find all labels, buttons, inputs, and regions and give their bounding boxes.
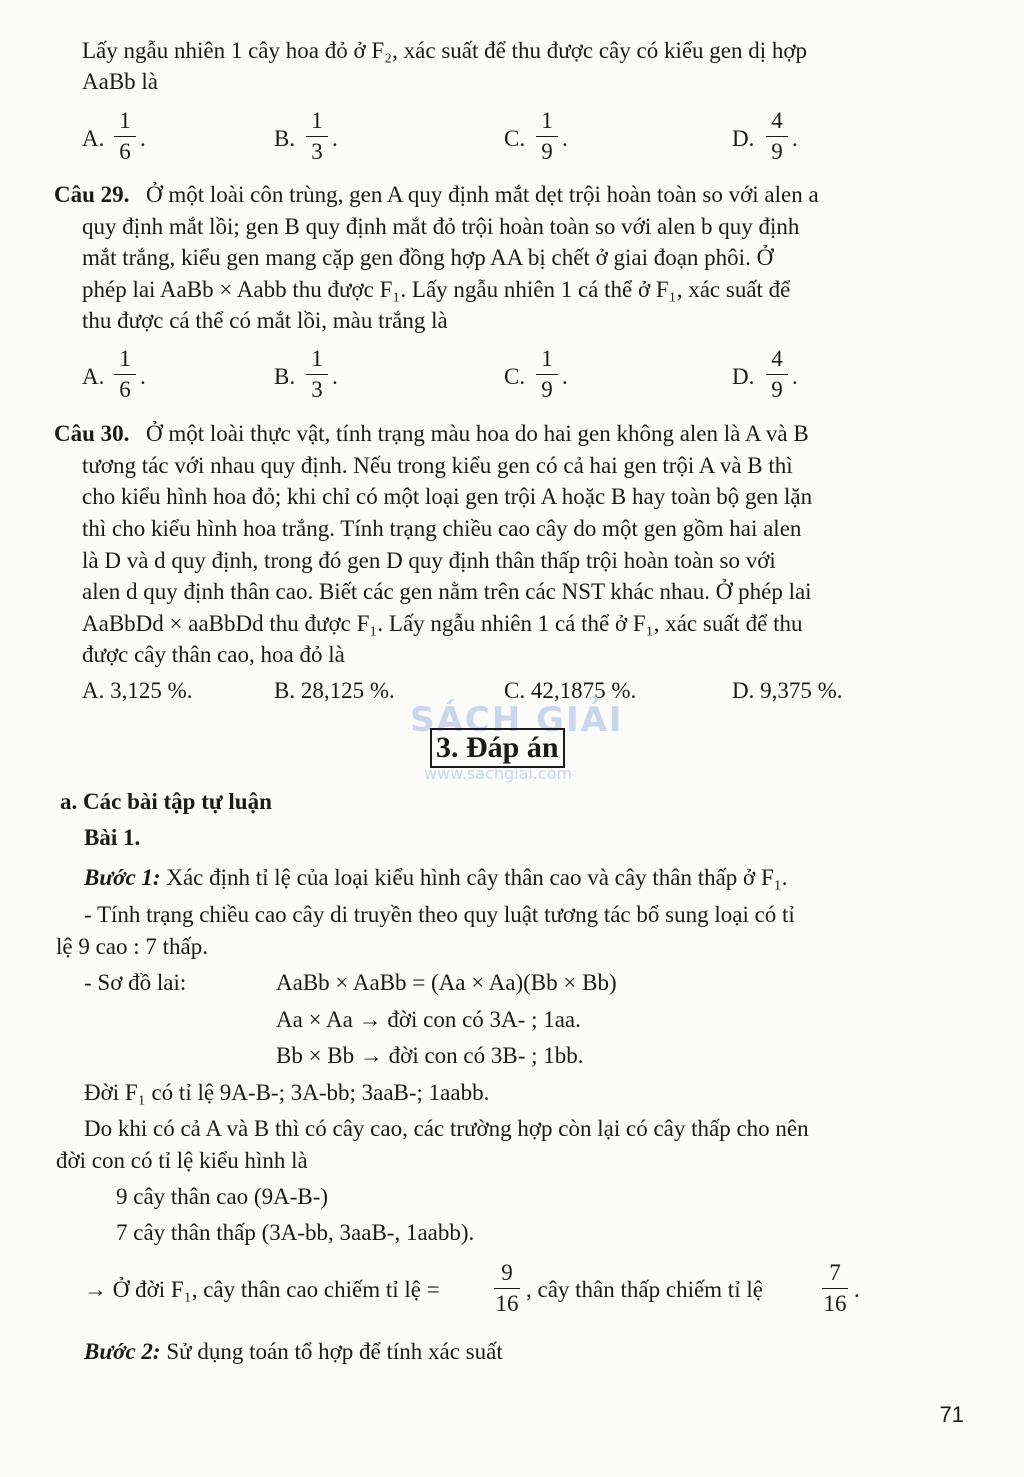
tall-ratio: 9 cây thân cao (9A-B-)	[116, 1184, 329, 1209]
q28-option-a-fraction	[110, 108, 140, 165]
fraction-numerator: 1	[541, 346, 553, 371]
step2-text: Sử dụng toán tổ hợp để tính xác suất	[160, 1339, 503, 1364]
q28-option-c-label: C.	[504, 126, 526, 151]
q28-option-b-fraction	[302, 108, 332, 165]
q29-line2: quy định mắt lồi; gen B quy định mắt đỏ trội hoàn toàn so với alen b quy định	[82, 214, 800, 239]
bai1-step2	[84, 1337, 503, 1367]
subsection-title: a. Các bài tập tự luận	[60, 789, 272, 814]
q30-line2: tương tác với nhau quy định. Nếu trong kiểu gen có cả hai gen trội A và B thì	[82, 453, 793, 478]
fraction-short	[818, 1260, 852, 1317]
bai1-p2-line2: đời con có tỉ lệ kiểu hình là	[56, 1148, 308, 1173]
q29-label: Câu 29.	[54, 182, 130, 207]
fraction-denominator: 9	[541, 377, 553, 402]
fraction-denominator: 9	[771, 377, 783, 402]
q28-option-d-label: D.	[732, 126, 755, 151]
fraction-numerator: 4	[771, 108, 783, 133]
page-number: 71	[939, 1402, 964, 1427]
f1-ratio: Đời F₁ có tỉ lệ 9A-B-; 3A-bb; 3aaB-; 1aabb.	[84, 1080, 490, 1105]
q30-option-a: A. 3,125 %.	[82, 678, 193, 703]
q30-option-d: D. 9,375 %.	[732, 678, 843, 703]
bai1-p2-line1: Do khi có cả A và B thì có cây cao, các trường hợp còn lại có cây thấp cho nên	[84, 1116, 809, 1141]
watermark-brand: SÁCH GIẢI	[410, 700, 624, 740]
short-ratio: 7 cây thân thấp (3A-bb, 3aaB-, 1aabb).	[116, 1220, 475, 1245]
q29-option-d-fraction	[762, 346, 792, 403]
q29-line3: mắt trắng, kiểu gen mang cặp gen đồng hợp AA bị chết ở giai đoạn phôi. Ở	[82, 245, 774, 270]
sodo-line1: AaBb × AaBb = (Aa × Aa)(Bb × Bb)	[276, 970, 617, 995]
q28-option-c-fraction	[532, 108, 562, 165]
bai1-step1	[84, 863, 788, 893]
fraction-numerator: 1	[541, 108, 553, 133]
fraction-denominator: 9	[771, 139, 783, 164]
section-title: 3. Đáp án	[430, 728, 565, 768]
q30-line4: thì cho kiểu hình hoa trắng. Tính trạng chiều cao cây do một gen gồm hai alen	[82, 516, 802, 541]
q28-line2: AaBb là	[82, 69, 159, 94]
q29-option-d-label: D.	[732, 364, 755, 389]
fraction-numerator: 7	[829, 1260, 841, 1285]
q29-option-c-fraction	[532, 346, 562, 403]
fraction-denominator: 16	[823, 1291, 847, 1316]
fraction-numerator: 1	[311, 346, 323, 371]
fraction-numerator: 1	[311, 108, 323, 133]
q30-line7: AaBbDd × aaBbDd thu được F₁. Lấy ngẫu nhiên 1 cá thể ở F₁, xác suất để thu	[82, 611, 803, 636]
sodo-line2: Aa × Aa → đời con có 3A- ; 1aa.	[276, 1007, 581, 1032]
fraction-tall	[490, 1260, 524, 1317]
bai1-p1-line2: lệ 9 cao : 7 thấp.	[56, 934, 209, 959]
q30-label: Câu 30.	[54, 421, 130, 446]
fraction-numerator: 9	[501, 1260, 513, 1285]
fraction-numerator: 4	[771, 346, 783, 371]
fraction-numerator: 1	[119, 108, 131, 133]
fraction-denominator: 3	[311, 139, 323, 164]
sodo-label: - Sơ đồ lai:	[84, 970, 187, 995]
q30-line1: Ở một loài thực vật, tính trạng màu hoa do hai gen không alen là A và B	[146, 421, 809, 446]
q29-option-a-label: A.	[82, 364, 105, 389]
q30-option-b: B. 28,125 %.	[274, 678, 395, 703]
bai1-title: Bài 1.	[84, 825, 141, 850]
conclusion-text-b: , cây thân thấp chiếm tỉ lệ	[526, 1277, 763, 1302]
q28-option-b-label: B.	[274, 126, 296, 151]
q28-option-d-fraction	[762, 108, 792, 165]
fraction-denominator: 3	[311, 377, 323, 402]
q28-line1: Lấy ngẫu nhiên 1 cây hoa đỏ ở F₂, xác suất để thu được cây có kiểu gen dị hợp	[82, 38, 808, 63]
step1-label: Bước 1:	[84, 865, 161, 890]
q29-option-b-label: B.	[274, 364, 296, 389]
q29-option-c-label: C.	[504, 364, 526, 389]
fraction-denominator: 6	[119, 377, 131, 402]
q30-line3: cho kiểu hình hoa đỏ; khi chỉ có một loại gen trội A hoặc B hay toàn bộ gen lặn	[82, 484, 813, 509]
bai1-p1-line1: - Tính trạng chiều cao cây di truyền theo quy luật tương tác bổ sung loại có tỉ	[84, 902, 795, 927]
fraction-denominator: 6	[119, 139, 131, 164]
fraction-denominator: 16	[495, 1291, 519, 1316]
conclusion-text-a: → Ở đời F₁, cây thân cao chiếm tỉ lệ =	[84, 1277, 440, 1302]
q29-option-b-fraction	[302, 346, 332, 403]
q29-line1: Ở một loài côn trùng, gen A quy định mắt dẹt trội hoàn toàn so với alen a	[146, 182, 819, 207]
q29-option-a-fraction	[110, 346, 140, 403]
q30-line8: được cây thân cao, hoa đỏ là	[82, 642, 345, 667]
q30-option-c: C. 42,1875 %.	[504, 678, 637, 703]
q30-line5: là D và d quy định, trong đó gen D quy định thân thấp trội hoàn toàn so với	[82, 548, 776, 573]
step2-label: Bước 2:	[84, 1339, 161, 1364]
step1-text: Xác định tỉ lệ của loại kiểu hình cây thân cao và cây thân thấp ở F₁.	[160, 865, 788, 890]
fraction-numerator: 1	[119, 346, 131, 371]
q28-option-a-label: A.	[82, 126, 105, 151]
watermark-url: www.sachgiai.com	[424, 764, 573, 783]
q29-line5: thu được cá thể có mắt lồi, màu trắng là	[82, 308, 448, 333]
fraction-denominator: 9	[541, 139, 553, 164]
sodo-line3: Bb × Bb → đời con có 3B- ; 1bb.	[276, 1043, 584, 1068]
q30-line6: alen d quy định thân cao. Biết các gen nằm trên các NST khác nhau. Ở phép lai	[82, 579, 812, 604]
q29-line4: phép lai AaBb × Aabb thu được F₁. Lấy ngẫu nhiên 1 cá thể ở F₁, xác suất để	[82, 277, 791, 302]
